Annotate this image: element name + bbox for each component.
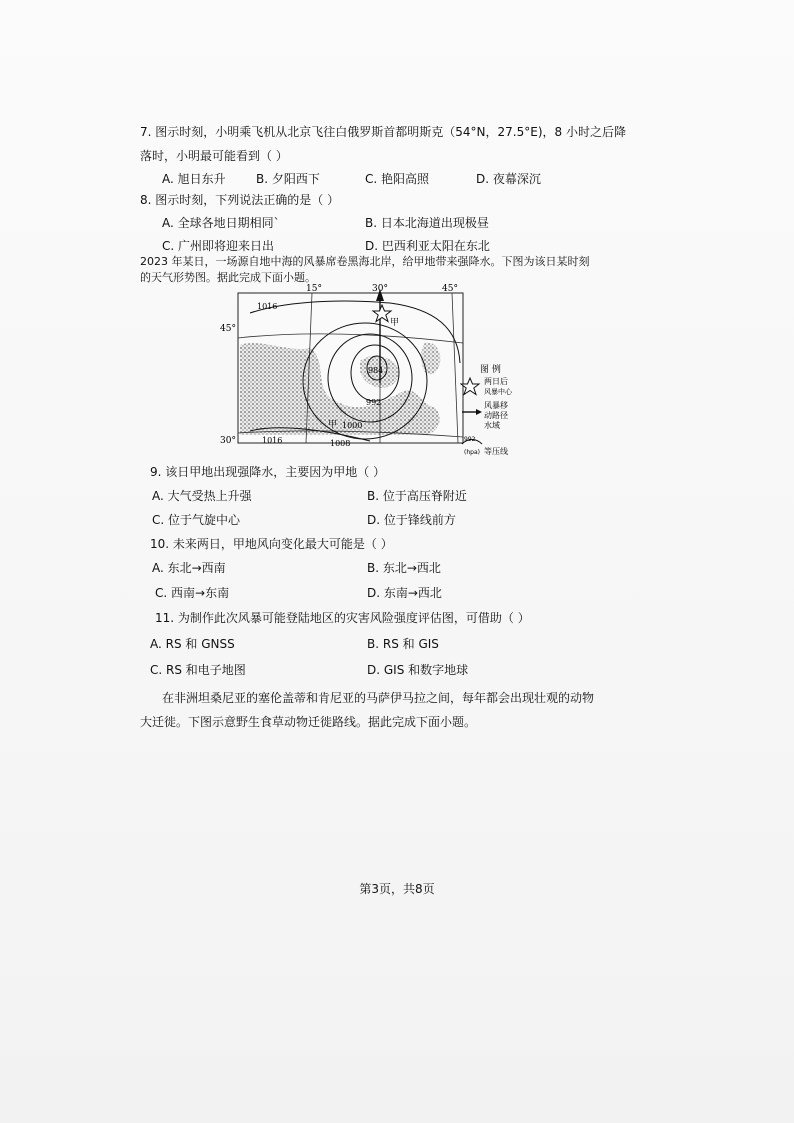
legend-item2-line1: 风暴移 xyxy=(484,401,508,410)
map-legend xyxy=(460,362,540,462)
q10-option-a[interactable]: A. 东北→西南 xyxy=(152,561,226,575)
q7-option-d[interactable]: D. 夜幕深沉 xyxy=(476,172,541,186)
place-label-jia-south: 甲 xyxy=(328,420,338,430)
q8-option-b[interactable]: B. 日本北海道出现极昼 xyxy=(365,216,489,230)
legend-isobar-value: 992 xyxy=(464,436,476,443)
legend-item2-line2: 动路径 xyxy=(484,411,508,420)
lon-label-15: 15° xyxy=(306,284,322,294)
passage-storm: 2023 年某日，一场源自地中海的风暴席卷黑海北岸，给甲地带来强降水。下图为该日某时刻的天气形势图。据此完成下面小题。 xyxy=(140,255,590,284)
q8-stem: 8. 图示时刻，下列说法正确的是（ ） xyxy=(140,193,340,207)
page-number: 第3页，共8页 xyxy=(359,882,435,896)
legend-item1-line2: 风暴中心 xyxy=(484,388,512,396)
q7-option-b[interactable]: B. 夕阳西下 xyxy=(256,172,320,186)
q9-option-a[interactable]: A. 大气受热上升强 xyxy=(152,489,252,503)
q7-stem-line1: 7. 图示时刻，小明乘飞机从北京飞往白俄罗斯首都明斯克（54°N，27.5°E)，8 小时之后降 xyxy=(140,125,626,139)
q11-option-a[interactable]: A. RS 和 GNSS xyxy=(150,637,235,651)
q9-option-d[interactable]: D. 位于锋线前方 xyxy=(367,513,456,527)
q8-option-c[interactable]: C. 广州即将迎来日出 xyxy=(162,239,275,253)
q7-option-c[interactable]: C. 艳阳高照 xyxy=(365,172,430,186)
q10-option-d[interactable]: D. 东南→西北 xyxy=(367,586,442,600)
q9-option-b[interactable]: B. 位于高压脊附近 xyxy=(367,489,467,503)
legend-arrowhead xyxy=(476,409,482,415)
lon-label-30: 30° xyxy=(372,284,388,294)
lon-label-45: 45° xyxy=(442,284,458,294)
isobar-label-1008: 1008 xyxy=(330,439,351,448)
legend-item3: 水域 xyxy=(484,421,500,430)
q10-stem: 10. 未来两日，甲地风向变化最大可能是（ ） xyxy=(150,537,393,551)
q10-option-b[interactable]: B. 东北→西北 xyxy=(367,561,441,575)
isobar-label-1016-north: 1016 xyxy=(257,302,278,311)
isobar-label-984: 984 xyxy=(368,366,384,375)
legend-isobar-unit: (hpa) xyxy=(464,449,480,456)
q11-option-b[interactable]: B. RS 和 GIS xyxy=(367,637,439,651)
q8-option-d[interactable]: D. 巴西利亚太阳在东北 xyxy=(365,239,490,253)
q7-stem-line2: 落时，小明最可能看到（ ） xyxy=(140,149,288,163)
q8-option-a[interactable]: A. 全球各地日期相同` xyxy=(162,216,280,230)
legend-title: 图 例 xyxy=(480,365,501,375)
lat-label-30: 30° xyxy=(220,436,236,446)
q9-option-c[interactable]: C. 位于气旋中心 xyxy=(152,513,241,527)
isobar-label-1000: 1000 xyxy=(342,421,363,430)
q11-stem: 11. 为制作此次风暴可能登陆地区的灾害风险强度评估图，可借助（ ） xyxy=(155,611,530,625)
passage-migration: 在非洲坦桑尼亚的塞伦盖蒂和肯尼亚的马萨伊马拉之间，每年都会出现壮观的动物大迁徙。下图示意野生食草动物迁徙路线。据此完成下面小题。 xyxy=(140,691,595,729)
legend-item1-line1: 两日后 xyxy=(484,377,508,386)
place-label-jia-north: 甲 xyxy=(390,318,400,328)
q11-option-c[interactable]: C. RS 和电子地图 xyxy=(150,663,246,677)
isobar-label-1016-south: 1016 xyxy=(262,436,283,445)
legend-item4: 等压线 xyxy=(484,447,508,456)
q9-stem: 9. 该日甲地出现强降水，主要因为甲地（ ） xyxy=(150,465,386,479)
lat-label-45: 45° xyxy=(220,324,236,334)
q7-option-a[interactable]: A. 旭日东升 xyxy=(162,172,226,186)
q10-option-c[interactable]: C. 西南→东南 xyxy=(155,586,230,600)
q11-option-d[interactable]: D. GIS 和数字地球 xyxy=(367,663,469,677)
legend-svg xyxy=(460,362,540,462)
isobar-label-992: 992 xyxy=(366,398,382,407)
legend-star-icon xyxy=(461,378,479,395)
